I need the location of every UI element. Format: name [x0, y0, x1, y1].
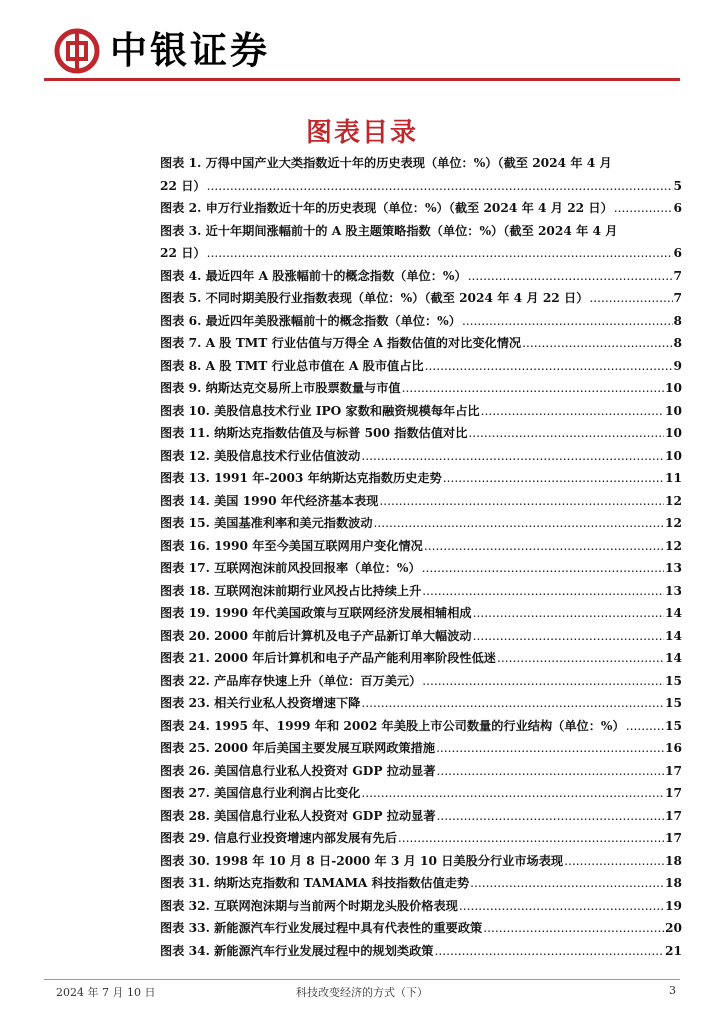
toc-entry-text: [160, 625, 472, 648]
toc-entry-page: 11: [665, 471, 682, 485]
leader-dots: [424, 535, 664, 558]
toc-entry-label: 图表 34.: [160, 943, 210, 958]
toc-entry-text: [160, 760, 436, 783]
toc-entry-title: 互联网泡沫前期行业风投占比持续上升: [214, 583, 422, 598]
toc-entry[interactable]: [160, 400, 682, 423]
toc-entry-title: 美国信息行业私人投资对 GDP 拉动显著: [214, 763, 436, 778]
leader-dots: [483, 917, 664, 940]
toc-entry-page: 17: [665, 808, 682, 823]
toc-entry-text: [160, 940, 433, 963]
toc-entry[interactable]: [160, 310, 682, 333]
leader-dots: [589, 287, 672, 310]
toc-entry-title: A 股 TMT 行业估值与万得全 A 指数估值的对比变化情况: [205, 336, 522, 350]
toc-entry-page: 15: [665, 673, 682, 688]
toc-entry[interactable]: [160, 332, 682, 355]
toc-entry-label: 图表 33.: [160, 921, 210, 935]
footer-title: 科技改变经济的方式（下）: [296, 986, 428, 999]
leader-dots: [468, 422, 664, 445]
toc-entry[interactable]: [160, 715, 682, 738]
toc-entry-text: [160, 895, 458, 918]
toc-entry[interactable]: [160, 647, 682, 670]
leader-dots: [207, 175, 673, 198]
toc-entry-text: [160, 332, 521, 355]
leader-dots: [374, 512, 665, 535]
toc-entry-title: 1991 年-2003 年纳斯达克指数历史走势: [214, 471, 442, 485]
toc-entry[interactable]: [160, 872, 682, 895]
toc-entry-page: 6: [673, 201, 682, 215]
toc-entry[interactable]: [160, 692, 682, 715]
toc-entry-title: 1995 年、1999 年和 2002 年美股上市公司数量的行业结构（单位：%）: [214, 718, 625, 733]
page-title: 图表目录: [305, 118, 418, 148]
toc-entry-text: [160, 647, 496, 670]
toc-entry-page: 20: [665, 921, 682, 935]
toc-entry-text: [160, 490, 378, 513]
toc-entry[interactable]: [160, 287, 682, 310]
leader-dots: [626, 715, 664, 738]
toc-entry-text: [160, 557, 421, 580]
toc-entry-page: 10: [665, 381, 682, 395]
toc-entry-page: 17: [665, 786, 682, 800]
toc-entry-label: 图表 18.: [160, 583, 210, 598]
leader-dots: [459, 895, 664, 918]
toc-entry-title: 2000 年前后计算机及电子产品新订单大幅波动: [214, 628, 472, 643]
toc-entry-title: 1990 年至今美国互联网用户变化情况: [214, 538, 423, 553]
toc-entry-label: 图表 2.: [160, 201, 202, 215]
leader-dots: [434, 940, 664, 963]
toc-entry[interactable]: [160, 220, 682, 243]
leader-dots: [207, 242, 673, 265]
toc-entry-text: [160, 872, 469, 895]
leader-dots: [481, 400, 664, 423]
toc-entry-text: [160, 670, 421, 693]
toc-entry-text: [160, 850, 563, 873]
leader-dots: [473, 602, 664, 625]
toc-entry-label: 图表 20.: [160, 628, 210, 643]
toc-entry-title: 信息行业投资增速内部发展有先后: [214, 831, 397, 845]
toc-entry[interactable]: [160, 557, 682, 580]
toc-entry-label: 图表 19.: [160, 606, 210, 620]
toc-entry[interactable]: [160, 355, 682, 378]
toc-entry-page: 10: [665, 403, 682, 418]
toc-entry[interactable]: [160, 467, 682, 490]
toc-entry-title: 美国 1990 年代经济基本表现: [214, 493, 379, 508]
toc-entry[interactable]: [160, 152, 682, 175]
toc-entry-page: 7: [673, 268, 682, 283]
toc-entry-text: [160, 355, 424, 378]
toc-entry-title: 美国信息行业利润占比变化: [214, 786, 361, 800]
leader-dots: [361, 445, 664, 468]
toc-entry-label: 图表 28.: [160, 808, 210, 823]
toc-entry-text: [160, 152, 612, 175]
brand-name: 中银证券: [110, 29, 270, 72]
leader-dots: [379, 490, 664, 513]
toc-entry-page: 14: [665, 628, 682, 643]
toc-entry-label: 图表 25.: [160, 741, 210, 755]
toc-entry[interactable]: [160, 512, 682, 535]
toc-entry-text: [160, 580, 421, 603]
toc-entry[interactable]: [160, 895, 682, 918]
page-header: [44, 22, 680, 82]
leader-dots: [361, 692, 664, 715]
toc-entry-text: [160, 692, 360, 715]
toc-entry-title: 申万行业指数近十年的历史表现（单位：%）（截至 2024 年 4 月 22 日）: [205, 201, 613, 215]
toc-entry-text: [160, 400, 480, 423]
toc-entry-continuation[interactable]: [160, 175, 682, 198]
footer-rule: [44, 979, 680, 980]
toc-entry-page: 12: [665, 516, 682, 530]
toc-entry-label: 图表 17.: [160, 561, 210, 575]
toc-entry-title: 2000 年后美国主要发展互联网政策措施: [214, 741, 436, 755]
leader-dots: [470, 872, 664, 895]
toc-entry-page: 18: [665, 853, 682, 868]
toc-entry-text: [160, 467, 442, 490]
toc-entry-title: 纳斯达克指数和 TAMAMA 科技指数估值走势: [214, 876, 470, 890]
toc-entry-page: 17: [665, 763, 682, 778]
toc-entry[interactable]: [160, 625, 682, 648]
toc-entry-text: [160, 827, 397, 850]
toc-entry-page: 14: [665, 651, 682, 665]
toc-entry-title-continued: 22 日）: [160, 178, 206, 193]
toc-entry-label: 图表 23.: [160, 696, 210, 710]
toc-entry[interactable]: [160, 917, 682, 940]
leader-dots: [443, 467, 664, 490]
toc-entry-title: 万得中国产业大类指数近十年的历史表现（单位：%）（截至 2024 年 4 月: [205, 156, 612, 170]
toc-entry-page: 12: [665, 493, 682, 508]
toc-entry-label: 图表 10.: [160, 403, 210, 418]
leader-dots: [436, 737, 664, 760]
toc-entry-page: 21: [665, 943, 682, 958]
toc-entry[interactable]: [160, 535, 682, 558]
toc-entry-page: 10: [665, 426, 682, 440]
toc-entry[interactable]: [160, 377, 682, 400]
toc-entry[interactable]: [160, 602, 682, 625]
toc-entry-label: 图表 31.: [160, 876, 210, 890]
toc-entry-title: 美国信息行业私人投资对 GDP 拉动显著: [214, 808, 436, 823]
toc-entry-title: 新能源汽车行业发展过程中具有代表性的重要政策: [214, 921, 483, 935]
boc-logo-icon: [54, 28, 100, 74]
toc-entry-title: 相关行业私人投资增速下降: [214, 696, 361, 710]
footer-page-number: 3: [669, 984, 676, 997]
toc-entry[interactable]: [160, 670, 682, 693]
toc-entry-text: [160, 512, 373, 535]
toc-entry-label: 图表 26.: [160, 763, 210, 778]
toc-entry-label: 图表 5.: [160, 291, 202, 305]
toc-entry-title: 1998 年 10 月 8 日-2000 年 3 月 10 日美股分行业市场表现: [214, 853, 564, 868]
leader-dots: [564, 850, 664, 873]
toc-entry-label: 图表 6.: [160, 313, 202, 328]
toc-entry-label: 图表 24.: [160, 718, 210, 733]
leader-dots: [468, 265, 673, 288]
toc-entry-page: 13: [665, 561, 682, 575]
toc-entry-title: 最近四年 A 股涨幅前十的概念指数（单位：%）: [205, 268, 467, 283]
toc-entry[interactable]: [160, 760, 682, 783]
toc-entry-continuation[interactable]: [160, 242, 682, 265]
toc-entry-title: 新能源汽车行业发展过程中的规划类政策: [214, 943, 434, 958]
toc-entry-label: 图表 16.: [160, 538, 210, 553]
toc-entry-title: 互联网泡沫前风投回报率（单位：%）: [214, 561, 421, 575]
leader-dots: [361, 782, 664, 805]
toc-entry-page: 13: [665, 583, 682, 598]
toc-entry[interactable]: [160, 445, 682, 468]
table-of-figures: [160, 152, 682, 962]
toc-entry[interactable]: [160, 580, 682, 603]
toc-entry-text: [160, 805, 436, 828]
toc-entry-title: 美国基准利率和美元指数波动: [214, 516, 373, 530]
toc-entry-title: 纳斯达克指数估值及与标普 500 指数估值对比: [214, 426, 468, 440]
toc-entry[interactable]: [160, 782, 682, 805]
toc-entry-label: 图表 14.: [160, 493, 210, 508]
toc-entry-text: [160, 535, 423, 558]
toc-entry-page: 16: [665, 741, 682, 755]
toc-entry-title: 产品库存快速上升（单位：百万美元）: [214, 673, 422, 688]
toc-entry-label: 图表 13.: [160, 471, 210, 485]
toc-entry-text: [160, 917, 482, 940]
toc-entry-page: 12: [665, 538, 682, 553]
toc-entry-text: [160, 715, 625, 738]
leader-dots: [462, 310, 673, 333]
toc-entry-title: 互联网泡沫期与当前两个时期龙头股价格表现: [214, 898, 458, 913]
footer-date: 2024 年 7 月 10 日: [56, 986, 156, 999]
toc-entry-text: [160, 220, 617, 243]
leader-dots: [437, 760, 665, 783]
toc-entry-label: 图表 32.: [160, 898, 210, 913]
leader-dots: [497, 647, 664, 670]
toc-entry-label: 图表 22.: [160, 673, 210, 688]
leader-dots: [422, 670, 664, 693]
toc-entry[interactable]: [160, 197, 682, 220]
toc-entry[interactable]: [160, 422, 682, 445]
toc-entry-page: 8: [673, 336, 682, 350]
leader-dots: [398, 827, 664, 850]
toc-entry-label: 图表 7.: [160, 336, 202, 350]
toc-entry-page: 17: [665, 831, 682, 845]
leader-dots: [473, 625, 664, 648]
header-rule: [44, 78, 680, 81]
toc-entry-label: 图表 8.: [160, 358, 202, 373]
toc-entry-text: [160, 265, 467, 288]
toc-entry-label: 图表 27.: [160, 786, 210, 800]
toc-entry-text: [160, 445, 360, 468]
toc-entry-title: 美股信息技术行业估值波动: [214, 448, 361, 463]
toc-entry-label: 图表 3.: [160, 223, 202, 238]
toc-entry-label: 图表 12.: [160, 448, 210, 463]
toc-entry-title: A 股 TMT 行业总市值在 A 股市值占比: [205, 358, 424, 373]
toc-entry-page: 8: [673, 313, 682, 328]
toc-entry-label: 图表 11.: [160, 426, 210, 440]
leader-dots: [437, 805, 665, 828]
toc-entry-title-continued: 22 日）: [160, 246, 206, 260]
toc-entry-text: [160, 287, 588, 310]
leader-dots: [425, 355, 673, 378]
toc-entry-page: 19: [665, 898, 682, 913]
toc-entry-text: [160, 422, 467, 445]
toc-entry-label: 图表 15.: [160, 516, 210, 530]
toc-entry-page: 14: [665, 606, 682, 620]
toc-entry-text: [160, 197, 613, 220]
toc-entry-label: 图表 30.: [160, 853, 210, 868]
toc-entry-label: 图表 1.: [160, 156, 202, 170]
toc-entry[interactable]: [160, 737, 682, 760]
toc-entry-page: 9: [673, 358, 682, 373]
toc-entry-page: 6: [673, 246, 682, 260]
toc-entry-page: 5: [673, 178, 682, 193]
toc-entry-title: 近十年期间涨幅前十的 A 股主题策略指数（单位：%）（截至 2024 年 4 月: [205, 223, 618, 238]
leader-dots: [614, 197, 673, 220]
toc-entry-label: 图表 9.: [160, 381, 202, 395]
toc-entry-label: 图表 21.: [160, 651, 210, 665]
toc-entry-title: 1990 年代美国政策与互联网经济发展相辅相成: [214, 606, 472, 620]
toc-entry-text: [160, 782, 360, 805]
leader-dots: [422, 580, 664, 603]
toc-entry-page: 18: [665, 876, 682, 890]
toc-entry-page: 7: [673, 291, 682, 305]
toc-entry-text: [160, 602, 472, 625]
toc-entry-page: 10: [665, 448, 682, 463]
toc-entry-label: 图表 29.: [160, 831, 210, 845]
toc-entry[interactable]: [160, 490, 682, 513]
toc-entry-title: 纳斯达克交易所上市股票数量与市值: [205, 381, 401, 395]
toc-entry-title: 美股信息技术行业 IPO 家数和融资规模每年占比: [214, 403, 480, 418]
toc-entry-title: 最近四年美股涨幅前十的概念指数（单位：%）: [205, 313, 461, 328]
toc-entry-text: [160, 310, 461, 333]
toc-entry-title: 2000 年后计算机和电子产品产能利用率阶段性低迷: [214, 651, 496, 665]
toc-entry[interactable]: [160, 850, 682, 873]
toc-entry[interactable]: [160, 805, 682, 828]
toc-entry-text: [160, 377, 401, 400]
leader-dots: [422, 557, 664, 580]
toc-entry-text: [160, 737, 435, 760]
leader-dots: [402, 377, 664, 400]
toc-entry[interactable]: [160, 940, 682, 963]
toc-entry-title: 不同时期美股行业指数表现（单位：%）（截至 2024 年 4 月 22 日）: [205, 291, 589, 305]
toc-entry-label: 图表 4.: [160, 268, 202, 283]
toc-entry[interactable]: [160, 265, 682, 288]
toc-entry-page: 15: [665, 696, 682, 710]
toc-entry-page: 15: [665, 718, 682, 733]
leader-dots: [522, 332, 672, 355]
toc-entry[interactable]: [160, 827, 682, 850]
